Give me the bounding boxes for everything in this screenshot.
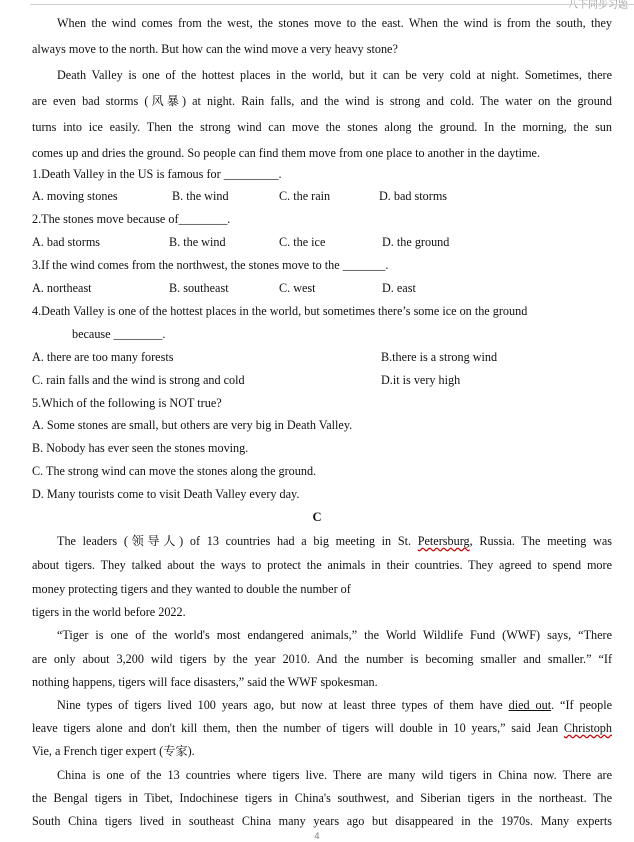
question-2-option-b: B. the wind — [169, 235, 226, 249]
page-number: 4 — [314, 832, 320, 842]
question-4-option-c: C. rain falls and the wind is strong and cold — [32, 373, 245, 387]
question-2-stem: 2.The stones move because of________. — [32, 212, 231, 226]
question-1-option-b: B. the wind — [172, 189, 229, 203]
question-3-option-d: D. east — [382, 281, 416, 295]
question-5-option-d: D. Many tourists come to visit Death Valley every day. — [32, 487, 300, 501]
question-2-option-c: C. the ice — [279, 235, 326, 249]
question-1-option-c: C. the rain — [279, 189, 331, 203]
passage-b-p1-line1: When the wind comes from the west, the stones move to the east. When the wind is from the south, they — [57, 16, 612, 30]
header-rule — [30, 4, 634, 5]
passage-b-p2-line3: turns into ice easily. Then the strong wind can move the stones along the ground. In the morning, the sun — [32, 120, 612, 134]
question-5-option-a: A. Some stones are small, but others are very big in Death Valley. — [32, 418, 353, 432]
question-1-option-d: D. bad storms — [379, 189, 448, 203]
question-2-option-a: A. bad storms — [32, 235, 101, 249]
question-3-option-b: B. southeast — [169, 281, 229, 295]
passage-b-p2-line1: Death Valley is one of the hottest places in the world, but it can be very cold at night. Sometimes, there — [57, 68, 612, 82]
question-4-option-d: D.it is very high — [381, 373, 461, 387]
question-5-stem: 5.Which of the following is NOT true? — [32, 396, 222, 410]
passage-c-p1-line3: money protecting tigers and they wanted to double the number of — [32, 582, 351, 596]
question-4-stem-line2: because ________. — [72, 327, 166, 341]
question-5-option-b: B. Nobody has ever seen the stones moving. — [32, 441, 249, 455]
question-5-option-c: C. The strong wind can move the stones along the ground. — [32, 464, 317, 478]
passage-c-p1-line1: The leaders (领导人) of 13 countries had a big meeting in St. Petersburg, Russia. The meeting was — [57, 534, 612, 548]
question-3-option-c: C. west — [279, 281, 316, 295]
passage-b-p2-line4: comes up and dries the ground. So people can find them move from one place to another in the daytime. — [32, 146, 541, 160]
question-1-option-a: A. moving stones — [32, 189, 118, 203]
passage-c-p4-line1: China is one of the 13 countries where tigers live. There are many wild tigers in China now. There are — [57, 768, 612, 782]
page-header: 八下同步习题 — [568, 0, 628, 11]
passage-c-p3-line2: leave tigers alone and don't kill them, then the number of tigers will double in 10 years,” said Jean Christoph — [32, 721, 612, 735]
question-4-option-b: B.there is a strong wind — [381, 350, 498, 364]
question-4-stem: 4.Death Valley is one of the hottest places in the world, but sometimes there’s some ice on the ground — [32, 304, 528, 318]
passage-c-p2-line2: are only about 3,200 wild tigers by the year 2010. And the number is becoming smaller and smaller.” “If — [32, 652, 612, 666]
passage-c-p3-line3: Vie, a French tiger expert (专家). — [32, 744, 195, 758]
passage-c-p1-line4: tigers in the world before 2022. — [32, 605, 186, 619]
question-4-option-a: A. there are too many forests — [32, 350, 174, 364]
passage-c-p4-line3: South China tigers lived in southeast China many years ago but disappeared in the 1970s. Many experts — [32, 814, 612, 828]
passage-c-p3-line1: Nine types of tigers lived 100 years ago, but now at least three types of them have died out. “If people — [57, 698, 612, 712]
question-1-stem: 1.Death Valley in the US is famous for _________. — [32, 167, 282, 181]
passage-b-p1-line2: always move to the north. But how can the wind move a very heavy stone? — [32, 42, 398, 56]
question-3-option-a: A. northeast — [32, 281, 92, 295]
question-3-stem: 3.If the wind comes from the northwest, the stones move to the _______. — [32, 258, 389, 272]
passage-c-p2-line1: “Tiger is one of the world's most endangered animals,” the World Wildlife Fund (WWF) says, “There — [57, 628, 612, 642]
passage-c-p2-line3: nothing happens, tigers will face disasters,” said the WWF spokesman. — [32, 675, 378, 689]
section-heading: C — [312, 510, 322, 524]
passage-c-p1-line2: about tigers. They talked about the ways to protect the animals in their countries. They agreed to spend more — [32, 558, 612, 572]
question-2-option-d: D. the ground — [382, 235, 450, 249]
passage-c-p4-line2: the Bengal tigers in Tibet, Indochinese tigers in China's southwest, and Siberian tigers in the northeast. The — [32, 791, 612, 805]
passage-b-p2-line2: are even bad storms (风暴) at night. Rain falls, and the wind is strong and cold. The water on the ground — [32, 94, 612, 108]
